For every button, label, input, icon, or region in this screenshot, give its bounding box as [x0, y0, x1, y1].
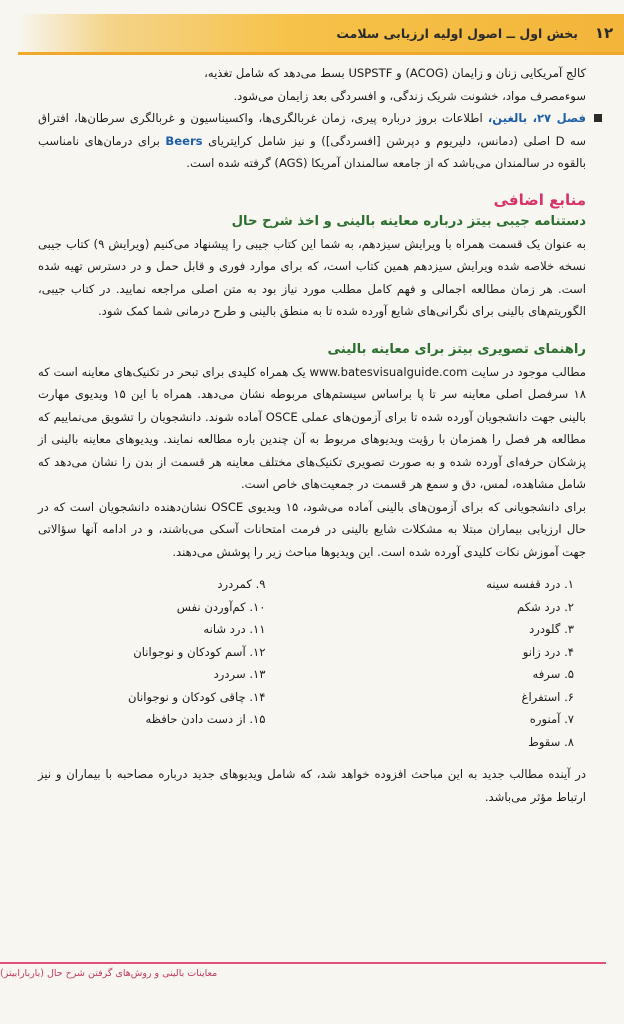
chapter-27-label: فصل ۲۷، بالغین، [487, 111, 586, 125]
topic-column-left [128, 573, 266, 753]
list-item: ۹. کمردرد [217, 577, 266, 591]
list-item: ۷. آمنوره [529, 712, 574, 726]
visual-guide-para-2: برای دانشجویانی که برای آزمون‌های بالینی آماده می‌شود، ۱۵ ویدیوی OSCE نشان‌دهنده دانشجویان است که در حال ارزیابی بیماران مبتلا به مشکلات شایع بالینی در فرمت امتحانات آسکی می‌باشند، و در ادامه آنها سؤالاتی جهت آموزش نکات کلیدی آورده شده است. این ویدیوها مباحث زیر را پوشش می‌دهند. [38, 499, 586, 559]
page-header [18, 14, 624, 52]
chapter-27-bullet [38, 107, 586, 175]
list-item: ۲. درد شکم [516, 599, 574, 614]
pocket-guide-body: به عنوان یک قسمت همراه با ویرایش سیزدهم، به شما این کتاب جیبی را پیشنهاد می‌کنیم (ویرایش ۹) کتاب جیبی نسخه خلاصه شده ویرایش سیزدهم همین کتاب است، که برای موارد فوری و قابل حمل و در دسترس تهیه شده است. هر زمان مطالعه اجمالی و فهم کامل مطلب مورد نیاز بود به متن اصلی مراجعه نمایید. در کتاب جیبی، الگوریتم‌های بالینی برای نگرانی‌های شایع آورده شده تا به منطق بالینی و طرح درمانی شما کمک شود. [38, 236, 587, 318]
intro-line-2: سوءمصرف مواد، خشونت شریک زندگی، و افسردگی بعد زایمان می‌شود. [233, 88, 586, 103]
header-divider [18, 52, 624, 55]
bullet-text-2: برای درمان‌های نامناسب بالقوه در سالمندان می‌باشد که از جامعه سالمندان آمریکا (AGS) گرفته شده است. [38, 133, 586, 170]
list-item: ۱۳. سردرد [213, 667, 266, 681]
list-item: ۸. سقوط [528, 734, 574, 749]
list-item: ۴. درد زانو [522, 644, 574, 659]
list-item: ۱۴. چاقی کودکان و نوجوانان [128, 689, 266, 704]
page-number: ۱۲ [594, 24, 614, 42]
list-item: ۵. سرفه [532, 667, 574, 681]
list-item: ۶. استفراغ [521, 689, 574, 704]
closing-paragraph: در آینده مطالب جدید به این مباحث افزوده خواهد شد، که شامل ویدیوهای جدید درباره مصاحبه با بیماران و نیز ارتباط مؤثر می‌باشد. [38, 767, 586, 804]
topic-column-right [486, 573, 574, 753]
square-bullet-icon [594, 114, 602, 122]
footer-divider [0, 962, 606, 964]
page-content [38, 62, 586, 808]
list-item: ۱۵. از دست دادن حافظه [145, 712, 266, 726]
list-item: ۱۱. درد شانه [203, 622, 266, 636]
list-item: ۱۲. آسم کودکان و نوجوانان [133, 644, 266, 659]
osce-topic-list [38, 573, 586, 753]
pocket-guide-title: دستنامه جیبی بیتز درباره معاینه بالینی و اخذ شرح حال [231, 213, 586, 229]
bullet-paragraph [38, 107, 586, 175]
visual-guide-title: راهنمای تصویری بیتز برای معاینه بالینی [327, 341, 586, 357]
list-item: ۱. درد قفسه سینه [486, 577, 574, 591]
visual-guide-para-1: مطالب موجود در سایت www.batesvisualguide.com یک همراه کلیدی برای تبحر در تکنیک‌های معاینه است که ۱۸ سرفصل اصلی معاینه سر تا پا براساس سیستم‌های مربوطه نشان می‌دهد. همراه با این ۱۵ ویدیوی مهارت بالینی جهت دانشجویان آورده شده تا برای آزمون‌های عملی OSCE آماده شوند. دانشجویان را تشویق می‌نماییم که مطالعه هر فصل را همزمان با رؤیت ویدیوهای مربوط به آن چندین باره مطالعه نمایند. ویدیوهای معاینه بالینی از پزشکان حرفه‌ای آورده شده و به صورت تصویری تکنیک‌های مختلف معاینه هر قسمت از بدن را نشان می‌دهد که شامل مشاهده، لمس، دق و سمع هر قسمت در جمعیت‌های خاص است. [38, 364, 586, 491]
additional-resources-heading: منابع اضافی [493, 190, 586, 209]
bullet-text-1: اطلاعات بروز درباره پیری، زمان غربالگری‌ها، واکسیناسیون و غربالگری سرطان‌ها، افتراق سه D اصلی (دمانس، دلیریوم و دپرشن [افسردگی]) و نیز شامل کرایتریای [38, 111, 586, 148]
list-item: ۱۰. کم‌آوردن نفس [176, 599, 266, 614]
spacer [38, 323, 586, 339]
chapter-title: بخش اول ــ اصول اولیه ارزیابی سلامت [336, 25, 578, 41]
footer-book-title: معاینات بالینی و روش‌های گرفتن شرح حال (باربارابیتز) [0, 968, 218, 979]
list-item: ۳. گلودرد [529, 622, 574, 636]
beers-term: Beers [165, 133, 203, 148]
intro-line-1: کالج آمریکایی زنان و زایمان (ACOG) و USPSTF بسط می‌دهد که شامل تغذیه، [204, 66, 586, 80]
